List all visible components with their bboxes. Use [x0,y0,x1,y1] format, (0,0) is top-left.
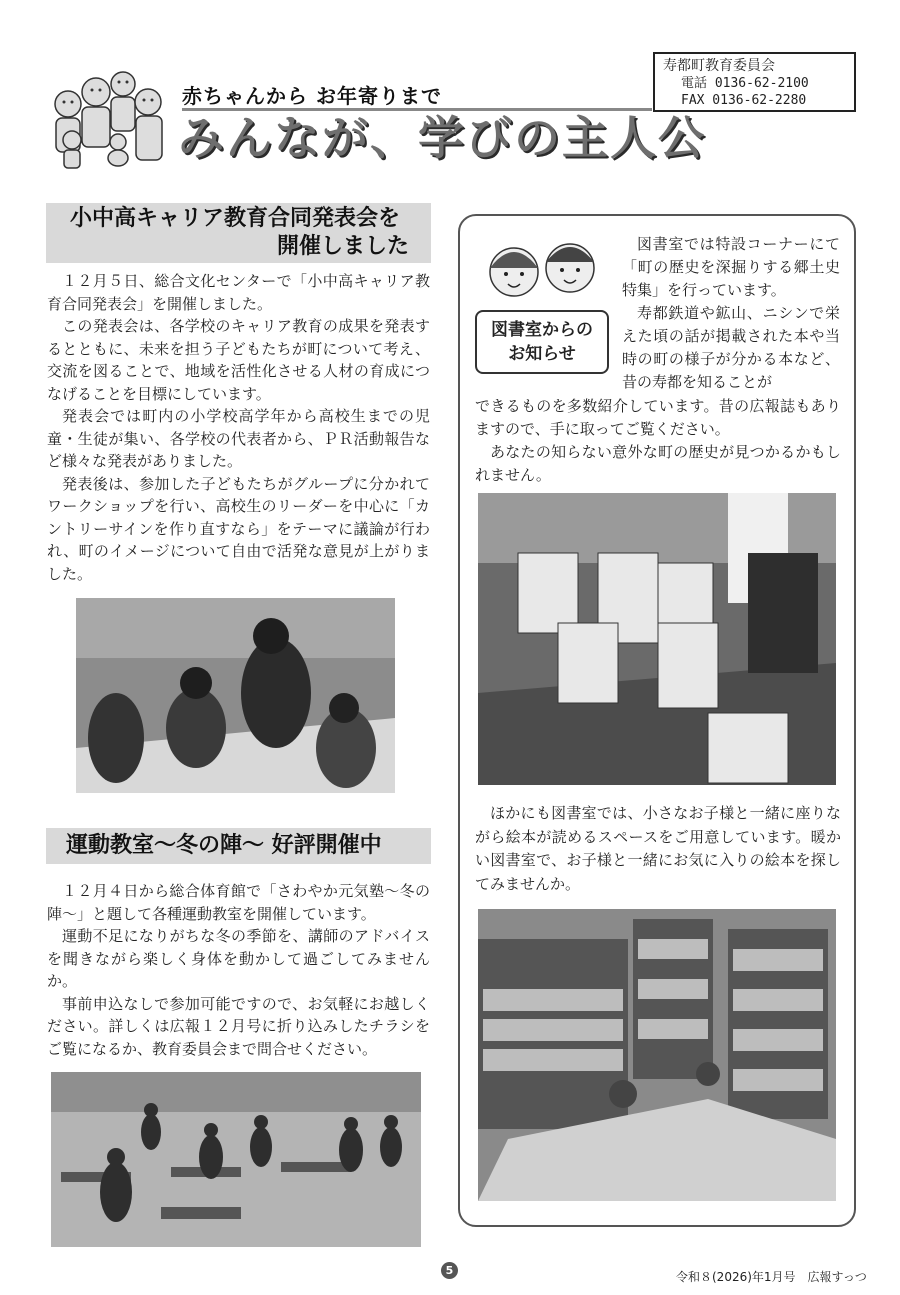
contact-tel: 電話 0136-62-2100 [681,76,809,91]
badge-line1: 図書室からの [491,320,593,340]
library-intro-continued [475,395,841,487]
library-paragraph: 図書室では特設コーナーにて「町の歴史を深掘りする郷土史特集」を行っています。 [622,235,840,299]
section2-paragraph: 運動不足になりがちな冬の季節を、講師のアドバイスを聞きながら楽しく身体を動かして過ごしてみませんか。 [47,927,430,990]
contact-box [653,52,856,112]
library-picturebook-text [475,802,841,896]
page-title: みんなが、学びの主人公 [178,111,706,165]
family-illustration [48,62,168,170]
section1-paragraph: 発表会では町内の小学校高学年から高校生までの児童・生徒が集い、各学校の代表者から、ＰＲ活動報告など様々な発表がありました。 [47,407,430,470]
section2-heading: 運動教室～冬の陣～ 好評開催中 [46,828,431,864]
section1-heading-line2: 開催しました [276,234,409,259]
library-continuation: できるものを多数紹介しています。昔の広報誌もありますので、手に取ってご覧ください。 [475,397,841,438]
section1-paragraph: １２月５日、総合文化センターで「小中高キャリア教育合同発表会」を開催しました。 [47,272,430,313]
workshop-photo [76,598,395,793]
library-paragraph: あなたの知らない意外な町の歴史が見つかるかもしれません。 [475,443,841,484]
library-intro [622,233,840,394]
section2-paragraph: 事前申込なしで参加可能ですので、お気軽にお越しください。詳しくは広報１２月号に折り込みしたチラシをご覧になるか、教育委員会まで問合せください。 [47,994,430,1058]
picturebook-corner-photo [478,909,836,1201]
library-paragraph: 寿都鉄道や鉱山、ニシンで栄えた頃の話が掲載された本や当時の町の様子が分かる本など、昔の寿都を知ることが [622,304,840,391]
badge-line2: お知らせ [508,344,576,364]
section1-heading-line1: 小中高キャリア教育合同発表会を [70,206,401,231]
section1-heading [46,203,431,263]
section1-paragraph: 発表後は、参加した子どもたちがグループに分かれてワークショップを行い、高校生のリーダーを中心に「カントリーサインを作り直すなら」をテーマに議論が行われ、町のイメージについて自由で活発な意見が上がりました。 [47,474,430,583]
local-history-books-photo [478,493,836,785]
library-paragraph: ほかにも図書室では、小さなお子様と一緒に座りながら絵本が読めるスペースをご用意しています。暖かい図書室で、お子様と一緒にお気に入りの絵本を探してみませんか。 [475,804,841,893]
exercise-class-photo [51,1072,421,1247]
contact-fax: FAX 0136-62-2280 [681,93,807,108]
page-number: 5 [441,1262,458,1279]
header-tagline: 赤ちゃんから お年寄りまで [182,84,442,108]
section1-paragraph: この発表会は、各学校のキャリア教育の成果を発表するとともに、未来を担う子どもたちが町について考え、交流を図ることで、地域を活性化させる人材の育成につなげることを目標にしています。 [47,317,430,403]
section2-body [47,880,430,1060]
library-notice-badge [475,310,609,374]
footer-issue: 令和８(2026)年1月号 広報すっつ [676,1270,867,1284]
section2-paragraph: １２月４日から総合体育館で「さわやか元気塾～冬の陣～」と題して各種運動教室を開催しています。 [47,882,430,923]
contact-org: 寿都町教育委員会 [663,58,775,74]
section1-body [47,270,430,585]
